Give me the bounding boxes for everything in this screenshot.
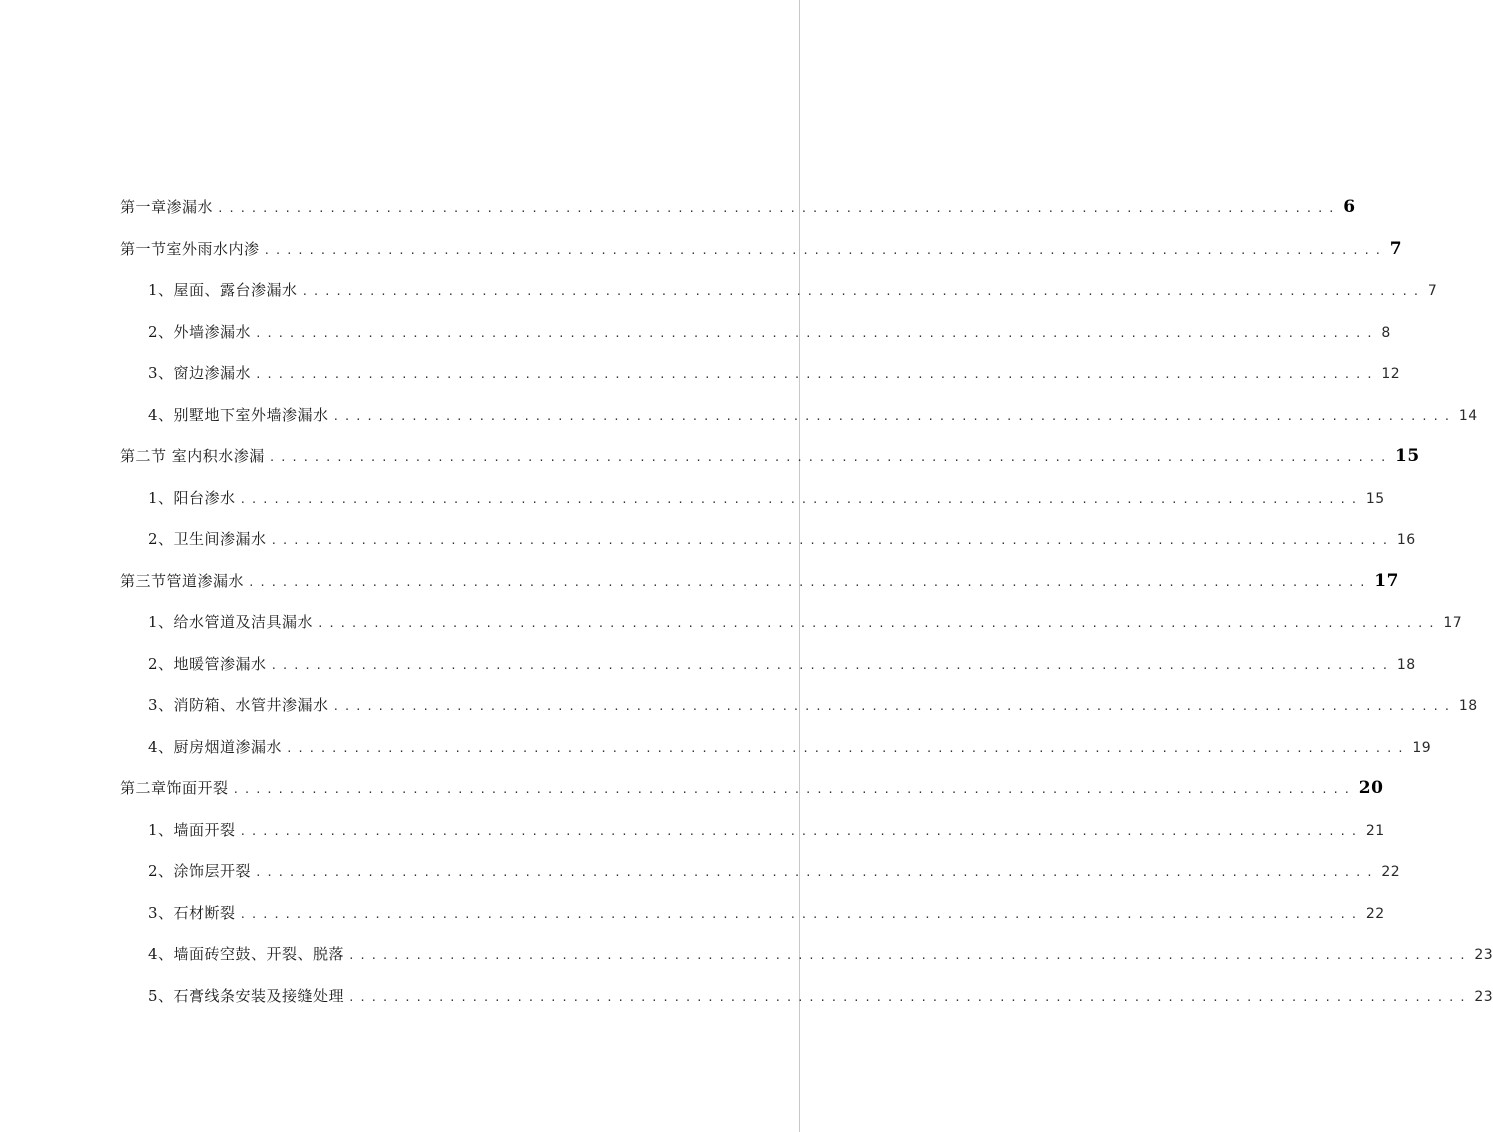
toc-entry-title: 第一章渗漏水 bbox=[120, 198, 214, 216]
toc-entry[interactable] bbox=[0, 276, 1438, 304]
toc-entry-title: 3、消防箱、水管井渗漏水 bbox=[148, 696, 329, 714]
toc-dot-leader: .................................................................................................... bbox=[255, 866, 1378, 879]
toc-dot-leader: .................................................................................................... bbox=[332, 700, 1455, 713]
toc-entry-title: 第一节室外雨水内渗 bbox=[120, 239, 260, 258]
toc-entry-page: 7 bbox=[1389, 238, 1403, 259]
toc-entry-page: 17 bbox=[1374, 570, 1399, 591]
toc-entry[interactable] bbox=[0, 691, 1478, 719]
toc-entry-title: 3、窗边渗漏水 bbox=[148, 364, 252, 382]
toc-dot-leader: .................................................................................................... bbox=[348, 990, 1471, 1004]
toc-entry-title: 4、厨房烟道渗漏水 bbox=[148, 737, 283, 756]
toc-dot-leader: .................................................................................................... bbox=[255, 326, 1378, 340]
toc-dot-leader: .................................................................................................... bbox=[348, 949, 1471, 962]
toc-entry[interactable] bbox=[0, 318, 1391, 346]
toc-entry-title: 2、涂饰层开裂 bbox=[148, 862, 252, 880]
toc-entry[interactable] bbox=[0, 899, 1385, 927]
toc-dot-leader: .................................................................................................... bbox=[239, 907, 1362, 921]
toc-entry[interactable] bbox=[0, 193, 1356, 221]
toc-entry[interactable] bbox=[0, 940, 1493, 968]
toc-entry-page: 22 bbox=[1365, 905, 1385, 922]
toc-dot-leader: .................................................................................................... bbox=[232, 783, 1355, 796]
toc-entry-title: 2、地暖管渗漏水 bbox=[148, 654, 267, 673]
toc-entry-title: 5、石膏线条安装及接缝处理 bbox=[148, 986, 345, 1005]
toc-entry-title: 4、墙面砖空鼓、开裂、脱落 bbox=[148, 945, 345, 963]
toc-entry[interactable] bbox=[0, 982, 1493, 1010]
toc-entry[interactable] bbox=[0, 235, 1403, 263]
toc-entry-title: 2、外墙渗漏水 bbox=[148, 322, 252, 341]
toc-entry-page: 23 bbox=[1474, 988, 1493, 1005]
toc-entry-page: 20 bbox=[1358, 778, 1384, 798]
toc-entry-page: 8 bbox=[1381, 324, 1391, 341]
toc-entry[interactable] bbox=[0, 608, 1463, 636]
toc-dot-leader: .................................................................................................... bbox=[268, 451, 1392, 464]
toc-dot-leader: .................................................................................................... bbox=[239, 824, 1362, 838]
toc-entry-page: 6 bbox=[1343, 197, 1356, 217]
toc-entry-page: 15 bbox=[1395, 446, 1420, 466]
toc-entry-page: 22 bbox=[1381, 864, 1401, 880]
toc-entry-title: 4、别墅地下室外墙渗漏水 bbox=[148, 405, 329, 424]
toc-entry-title: 1、给水管道及洁具漏水 bbox=[148, 613, 314, 631]
toc-entry[interactable] bbox=[0, 857, 1401, 885]
toc-entry-title: 1、屋面、露台渗漏水 bbox=[148, 281, 298, 299]
toc-dot-leader: .................................................................................................... bbox=[248, 575, 1371, 589]
toc-entry[interactable] bbox=[0, 525, 1416, 553]
toc-entry-title: 3、石材断裂 bbox=[148, 903, 236, 922]
toc-dot-leader: .................................................................................................... bbox=[217, 202, 1340, 215]
toc-entry[interactable] bbox=[0, 733, 1432, 761]
toc-entry-title: 第二章饰面开裂 bbox=[120, 779, 229, 797]
toc-entry[interactable] bbox=[0, 484, 1385, 512]
toc-entry[interactable] bbox=[0, 442, 1420, 470]
toc-entry-page: 16 bbox=[1396, 532, 1416, 548]
toc-entry-page: 21 bbox=[1365, 822, 1385, 839]
toc-entry-page: 7 bbox=[1427, 283, 1438, 299]
toc-dot-leader: .................................................................................................... bbox=[263, 243, 1386, 257]
toc-entry-page: 18 bbox=[1396, 656, 1416, 673]
toc-entry[interactable] bbox=[0, 650, 1416, 678]
toc-dot-leader: .................................................................................................... bbox=[301, 285, 1424, 298]
toc-dot-leader: .................................................................................................... bbox=[239, 492, 1362, 506]
toc-dot-leader: .................................................................................................... bbox=[317, 617, 1440, 630]
toc-entry[interactable] bbox=[0, 567, 1399, 595]
toc-entry[interactable] bbox=[0, 359, 1401, 387]
toc-entry-title: 第二节 室内积水渗漏 bbox=[120, 447, 265, 465]
toc-entry-page: 18 bbox=[1458, 698, 1478, 714]
toc-dot-leader: .................................................................................................... bbox=[286, 741, 1409, 755]
toc-dot-leader: .................................................................................................... bbox=[255, 368, 1378, 381]
toc-entry[interactable] bbox=[0, 401, 1478, 429]
toc-entry-page: 15 bbox=[1365, 490, 1385, 507]
toc-dot-leader: .................................................................................................... bbox=[270, 658, 1393, 672]
toc-dot-leader: .................................................................................................... bbox=[332, 409, 1455, 423]
toc-entry-title: 1、墙面开裂 bbox=[148, 820, 236, 839]
toc-entry-page: 14 bbox=[1458, 407, 1478, 424]
toc-entry[interactable] bbox=[0, 816, 1385, 844]
toc-entry[interactable] bbox=[0, 774, 1384, 802]
toc-entry-page: 12 bbox=[1381, 366, 1401, 382]
toc-entry-page: 23 bbox=[1474, 947, 1493, 963]
toc-entry-page: 17 bbox=[1443, 615, 1463, 631]
toc-dot-leader: .................................................................................................... bbox=[270, 534, 1393, 547]
toc-entry-title: 1、阳台渗水 bbox=[148, 488, 236, 507]
toc-entry-title: 第三节管道渗漏水 bbox=[120, 571, 245, 590]
toc-entry-page: 19 bbox=[1412, 739, 1432, 756]
toc-entry-title: 2、卫生间渗漏水 bbox=[148, 530, 267, 548]
